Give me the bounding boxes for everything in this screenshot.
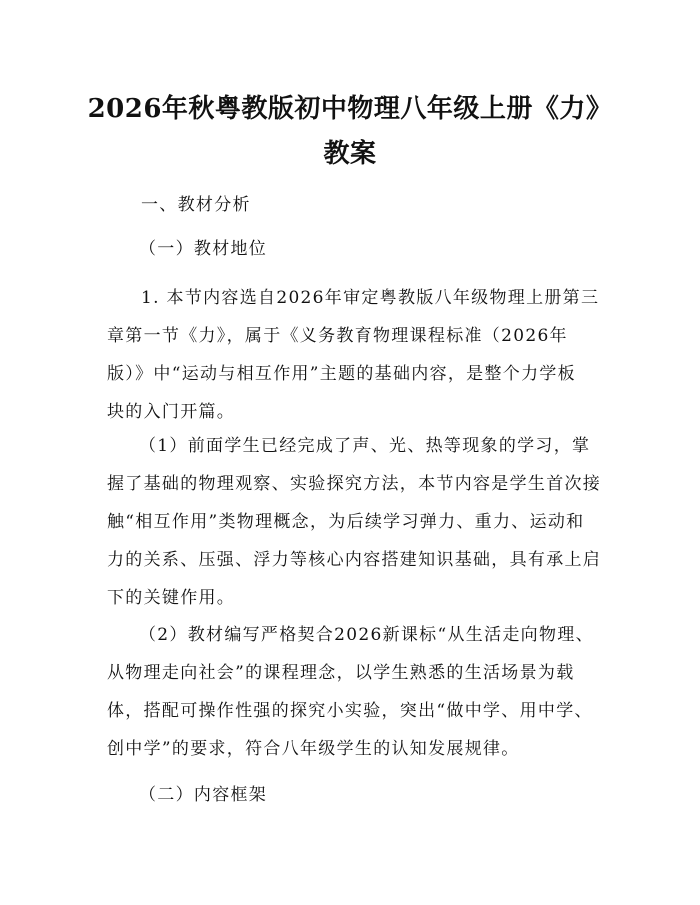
- section-heading-textbook-analysis: [107, 186, 607, 224]
- paragraph-line: 章第一节《力》，属于《义务教育物理课程标准（2026年: [107, 326, 568, 346]
- paragraph-line: 力的关系、压强、浮力等核心内容搭建知识基础，具有承上启: [107, 550, 602, 570]
- paragraph-2: [107, 427, 607, 617]
- heading-text: 一、教材分析: [141, 195, 251, 215]
- paragraph-line: 触“相互作用”类物理概念，为后续学习弹力、重力、运动和: [107, 512, 585, 532]
- paragraph-line: （1）前面学生已经完成了声、光、热等现象的学习，掌: [139, 436, 591, 456]
- subsection-heading-textbook-position: [107, 230, 607, 268]
- paragraph-line: 从物理走向社会”的课程理念，以学生熟悉的生活场景为载: [107, 663, 575, 683]
- paragraph-line: 版）》中“运动与相互作用”主题的基础内容，是整个力学板: [107, 364, 576, 384]
- paragraph-line: 创中学”的要求，符合八年级学生的认知发展规律。: [107, 739, 520, 759]
- document-title-line-2: 教案: [323, 139, 377, 169]
- paragraph-3: [107, 616, 607, 768]
- paragraph-line: 1. 本节内容选自2026年审定粤教版八年级物理上册第三: [141, 288, 600, 308]
- paragraph-1: [107, 279, 607, 431]
- heading-text: （二）内容框架: [139, 785, 268, 805]
- subsection-heading-content-framework: [107, 776, 607, 814]
- heading-text: （一）教材地位: [139, 239, 268, 259]
- paragraph-line: 下的关键作用。: [107, 588, 236, 608]
- paragraph-line: 体，搭配可操作性强的探究小实验，突出“做中学、用中学、: [107, 701, 593, 721]
- paragraph-line: 块的入门开篇。: [107, 402, 236, 422]
- paragraph-line: （2）教材编写严格契合2026新课标“从生活走向物理、: [139, 625, 594, 645]
- paragraph-line: 握了基础的物理观察、实验探究方法，本节内容是学生首次接: [107, 474, 602, 494]
- document-title-line-1: 2026年秋粤教版初中物理八年级上册《力》: [87, 94, 613, 124]
